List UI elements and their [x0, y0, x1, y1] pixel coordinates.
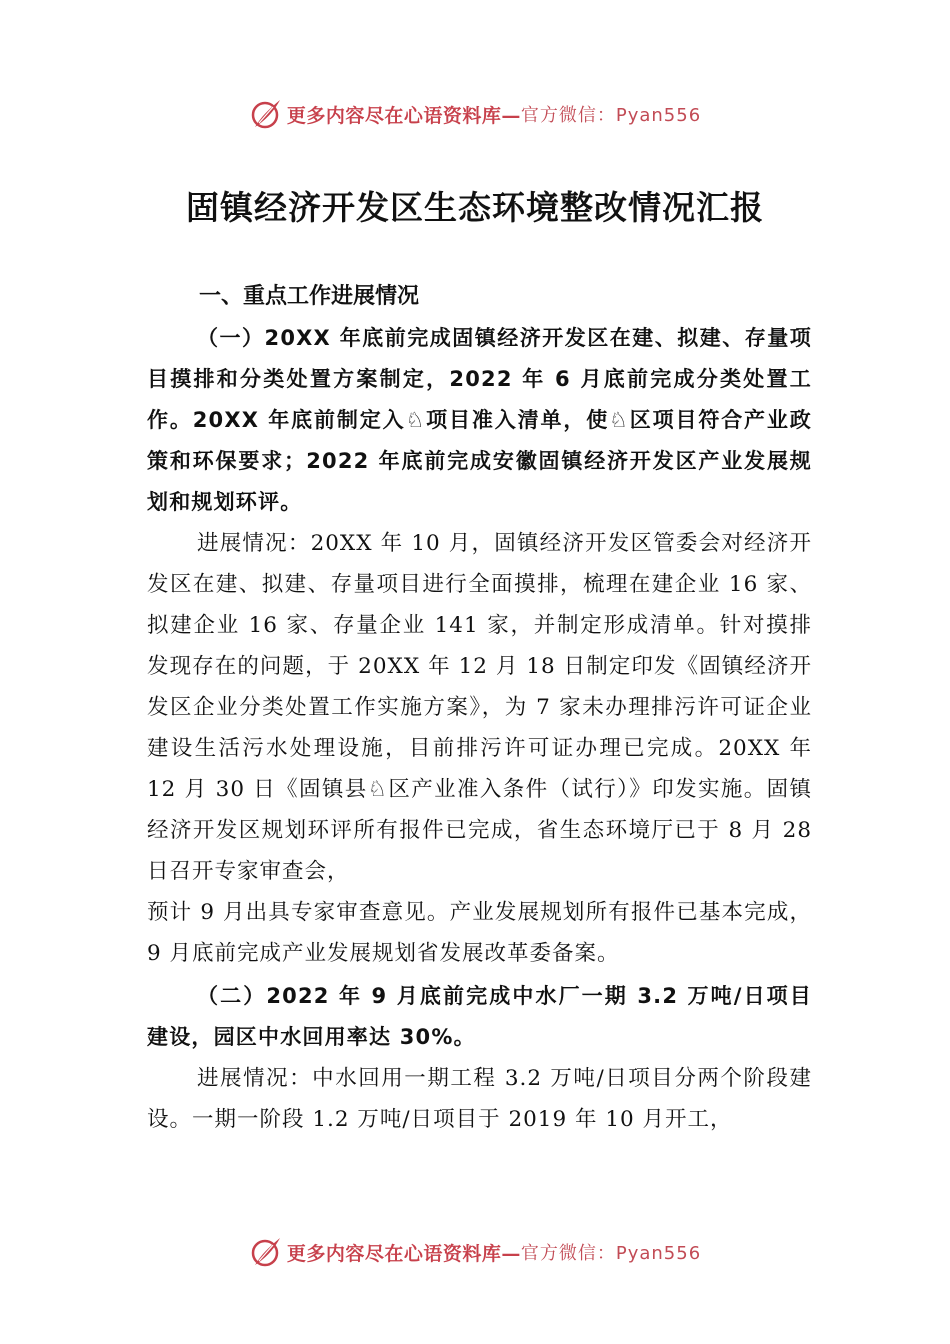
watermark-wechat-text: 官方微信：Pyan556	[520, 105, 702, 126]
quill-logo-icon	[249, 97, 283, 131]
progress-paragraph-1-continued: 预计 9 月出具专家审查意见。产业发展规划所有报件已基本完成，9 月底前完成产业发展规划省发展改革委备案。	[147, 900, 812, 966]
task-paragraph-1: （一）20XX 年底前完成固镇经济开发区在建、拟建、存量项目摸排和分类处置方案制定，2022 年 6 月底前完成分类处置工作。20XX 年底前制定入♘项目准入清单，使♘区项目符合产业政策和环保要求；2022 年底前完成安徽固镇经济开发区产业发展规划和规划环评。	[147, 326, 812, 514]
progress-paragraph-2: 进展情况：中水回用一期工程 3.2 万吨/日项目分两个阶段建设。一期一阶段 1.2 万吨/日项目于 2019 年 10 月开工，	[147, 1066, 812, 1132]
document-title: 固镇经济开发区生态环境整改情况汇报	[186, 188, 764, 227]
task-paragraph-2: （二）2022 年 9 月底前完成中水厂一期 3.2 万吨/日项目建设，园区中水回用率达 30%。	[147, 984, 812, 1049]
watermark-banner-top	[0, 94, 950, 134]
progress-paragraph-1: 进展情况：20XX 年 10 月，固镇经济开发区管委会对经济开发区在建、拟建、存量项目进行全面摸排，梳理在建企业 16 家、拟建企业 16 家、存量企业 141 家，并制定形成清单。针对摸排发现存在的问题，于 20XX 年 12 月 18 日制定印发《固镇经济开发区企业分类处置工作实施方案》，为 7 家未办理排污许可证企业建设生活污水处理设施，目前排污许可证办理已完成。20XX 年 12 月 30 日《固镇县♘区产业准入条件（试行）》印发实施。固镇经济开发区规划环评所有报件已完成，省生态环境厅已于 8 月 28 日召开专家审查会，	[147, 531, 812, 884]
document-body	[147, 276, 812, 1140]
watermark-main-text: 更多内容尽在心语资料库—	[286, 1242, 521, 1265]
watermark-wechat-text: 官方微信：Pyan556	[520, 1243, 702, 1264]
watermark-main-text: 更多内容尽在心语资料库—	[286, 104, 521, 127]
quill-logo-icon	[249, 1235, 283, 1269]
section-heading: 一、重点工作进展情况	[199, 284, 420, 309]
watermark-banner-bottom	[0, 1232, 950, 1272]
